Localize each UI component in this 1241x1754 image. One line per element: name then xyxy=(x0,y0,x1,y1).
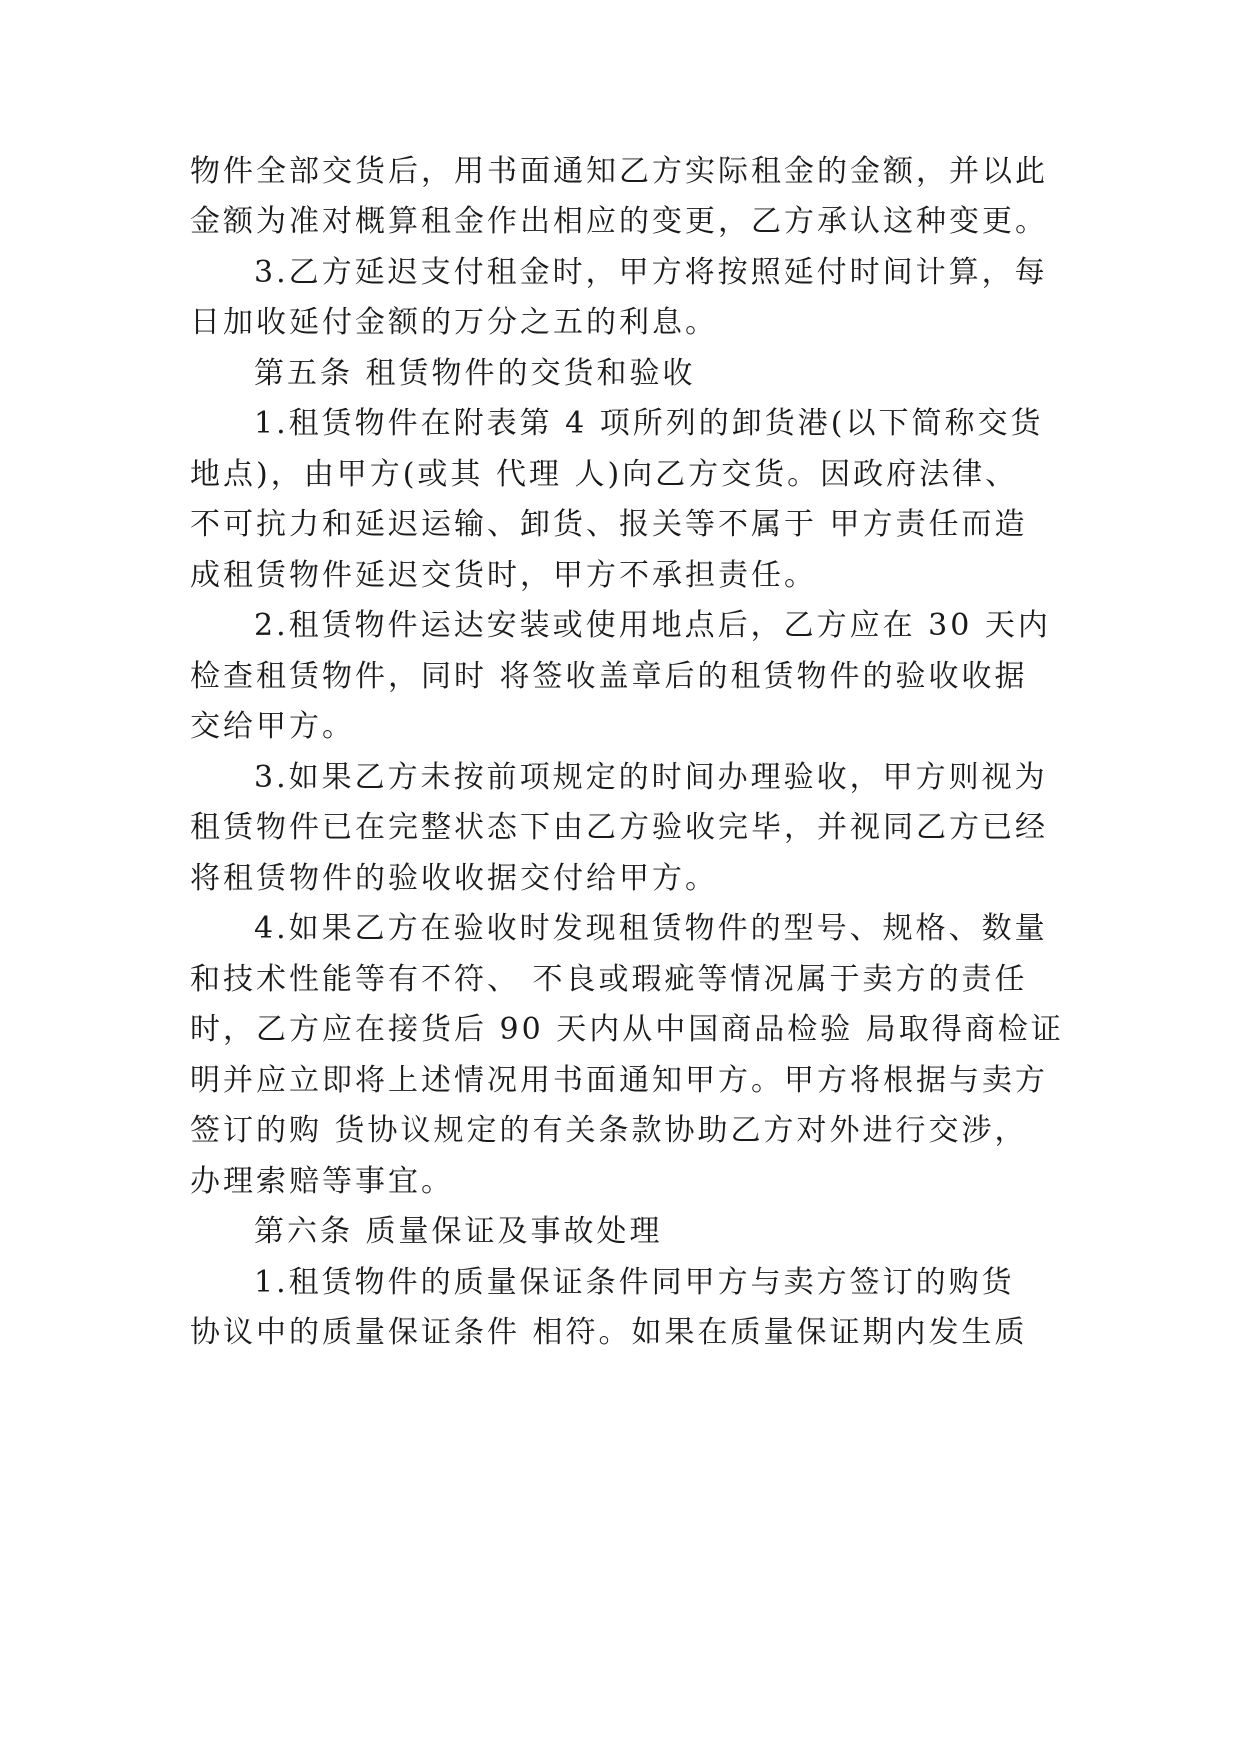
text-line: 3.乙方延迟支付租金时，甲方将按照延付时间计算，每 xyxy=(254,255,1048,290)
text-line: 不可抗力和延迟运输、卸货、报关等不属于 甲方责任而造 xyxy=(190,507,1028,542)
text-line: 成租赁物件延迟交货时，甲方不承担责任。 xyxy=(190,558,817,593)
text-line: 时，乙方应在接货后 90 天内从中国商品检验 局取得商检证 xyxy=(190,1012,1064,1047)
text-line: 将租赁物件的验收收据交付给甲方。 xyxy=(190,861,718,896)
text-line: 1.租赁物件的质量保证条件同甲方与卖方签订的购货 xyxy=(254,1265,1015,1300)
text-line: 交给甲方。 xyxy=(190,709,355,744)
text-line: 1.租赁物件在附表第 4 项所列的卸货港(以下简称交货 xyxy=(254,406,1044,441)
text-line: 金额为准对概算租金作出相应的变更，乙方承认这种变更。 xyxy=(190,204,1048,239)
text-line: 签订的购 货协议规定的有关条款协助乙方对外进行交涉， xyxy=(190,1113,1028,1148)
text-line: 明并应立即将上述情况用书面通知甲方。甲方将根据与卖方 xyxy=(190,1063,1048,1098)
text-line: 日加收延付金额的万分之五的利息。 xyxy=(190,305,718,340)
text-line: 协议中的质量保证条件 相符。如果在质量保证期内发生质 xyxy=(190,1315,1028,1350)
section-heading: 第五条 租赁物件的交货和验收 xyxy=(254,356,696,391)
section-heading: 第六条 质量保证及事故处理 xyxy=(254,1214,663,1249)
text-line: 3.如果乙方未按前项规定的时间办理验收，甲方则视为 xyxy=(254,760,1048,795)
text-line: 办理索赔等事宜。 xyxy=(190,1164,454,1199)
text-line: 4.如果乙方在验收时发现租赁物件的型号、规格、数量 xyxy=(254,911,1048,946)
text-line: 和技术性能等有不符、 不良或瑕疵等情况属于卖方的责任 xyxy=(190,962,1028,997)
text-line: 地点)，由甲方(或其 代理 人)向乙方交货。因政府法律、 xyxy=(190,457,1019,492)
text-line: 物件全部交货后，用书面通知乙方实际租金的金额，并以此 xyxy=(190,154,1048,189)
text-line: 2.租赁物件运达安装或使用地点后，乙方应在 30 天内 xyxy=(254,608,1051,643)
text-line: 检查租赁物件，同时 将签收盖章后的租赁物件的验收收据 xyxy=(190,659,1028,694)
text-line: 租赁物件已在完整状态下由乙方验收完毕，并视同乙方已经 xyxy=(190,810,1048,845)
